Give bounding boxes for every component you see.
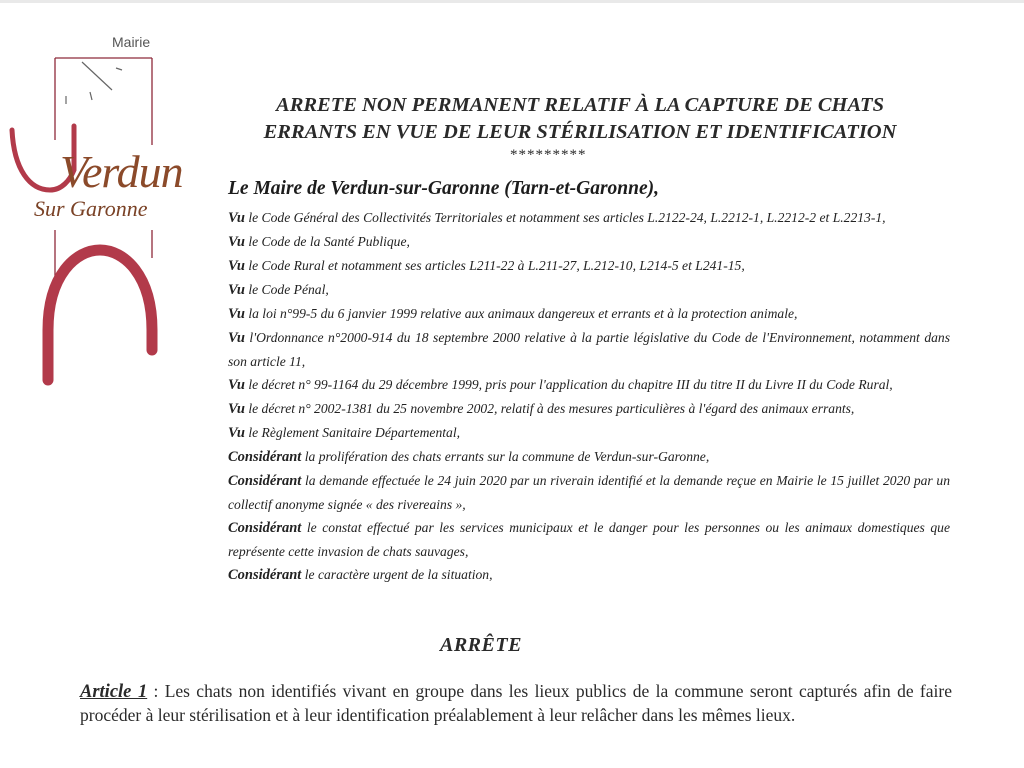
preamble-keyword: Vu [228, 234, 245, 250]
preamble-keyword: Vu [228, 282, 245, 298]
logo-mairie-text: Mairie [112, 34, 151, 50]
preamble-text: la prolifération des chats errants sur la commune de Verdun-sur-Garonne, [301, 449, 710, 464]
preamble-item [228, 516, 950, 563]
preamble-item [228, 230, 950, 254]
article-1 [80, 680, 952, 727]
preamble-item [228, 421, 950, 445]
preamble-keyword: Vu [228, 377, 245, 393]
logo-sur-garonne-text: Sur Garonne [34, 196, 148, 221]
preamble-keyword: Vu [228, 330, 245, 346]
logo-verdun-text: Verdun [60, 146, 183, 197]
preamble-keyword: Vu [228, 258, 245, 274]
preamble-text: le caractère urgent de la situation, [301, 567, 493, 582]
preamble-keyword: Considérant [228, 473, 302, 489]
preamble-text: le décret n° 99-1164 du 29 décembre 1999, pris pour l'application du chapitre III du titre II du Livre II du Code Rural, [244, 377, 893, 392]
preamble-item [228, 302, 950, 326]
mayor-line: Le Maire de Verdun-sur-Garonne (Tarn-et-Garonne), [228, 178, 660, 199]
preamble-keyword: Considérant [228, 567, 302, 583]
preamble-text: le Code de la Santé Publique, [244, 234, 410, 249]
preamble-text: le constat effectué par les services municipaux et le danger pour les personnes ou les animaux domestiques que représente cette invasion de chats sauvages, [228, 520, 950, 559]
mairie-logo [0, 30, 200, 390]
article-1-label: Article 1 [80, 682, 148, 702]
preamble [228, 206, 950, 587]
title-separator-stars: ********* [510, 147, 587, 163]
preamble-text: le Code Pénal, [244, 282, 329, 297]
preamble-text: la loi n°99-5 du 6 janvier 1999 relative aux animaux dangereux et errants et à la protection animale, [244, 306, 798, 321]
preamble-keyword: Considérant [228, 449, 302, 465]
preamble-item [228, 397, 950, 421]
preamble-item [228, 326, 950, 373]
arrete-heading: ARRÊTE [440, 634, 522, 656]
preamble-text: le Code Général des Collectivités Territoriales et notamment ses articles L.2122-24, L.2212-1, L.2212-2 et L.2213-1, [244, 210, 886, 225]
preamble-keyword: Vu [228, 425, 245, 441]
preamble-keyword: Vu [228, 306, 245, 322]
preamble-keyword: Vu [228, 401, 245, 417]
preamble-item [228, 469, 950, 516]
article-1-separator: : [147, 681, 165, 701]
preamble-text: le Code Rural et notamment ses articles L211-22 à L.211-27, L.212-10, L214-5 et L241-15, [244, 258, 745, 273]
preamble-item [228, 206, 950, 230]
preamble-text: le décret n° 2002-1381 du 25 novembre 2002, relatif à des mesures particulières à l'égard des animaux errants, [244, 401, 855, 416]
title-line-2: ERRANTS EN VUE DE LEUR STÉRILISATION ET IDENTIFICATION [263, 121, 897, 143]
title-line-1: ARRETE NON PERMANENT RELATIF À LA CAPTURE DE CHATS [276, 94, 884, 116]
preamble-text: l'Ordonnance n°2000-914 du 18 septembre 2000 relative à la partie législative du Code de l'Environnement, notamment dans son article 11, [228, 330, 950, 369]
preamble-keyword: Vu [228, 210, 245, 226]
preamble-text: la demande effectuée le 24 juin 2020 par un riverain identifié et la demande reçue en Mairie le 15 juillet 2020 par un collectif anonyme signée « des rivereains », [228, 473, 950, 512]
preamble-keyword: Considérant [228, 520, 302, 536]
preamble-text: le Règlement Sanitaire Départemental, [244, 425, 460, 440]
preamble-item [228, 563, 950, 587]
preamble-item [228, 278, 950, 302]
preamble-item [228, 254, 950, 278]
scan-edge [0, 0, 1024, 3]
document-title [200, 92, 960, 146]
preamble-item [228, 373, 950, 397]
preamble-item [228, 445, 950, 469]
article-1-text: Les chats non identifiés vivant en groupe dans les lieux publics de la commune seront capturés afin de faire procéder à leur stérilisation et à leur identification préalablement à leur relâcher dans les mêmes lieux. [80, 681, 952, 725]
